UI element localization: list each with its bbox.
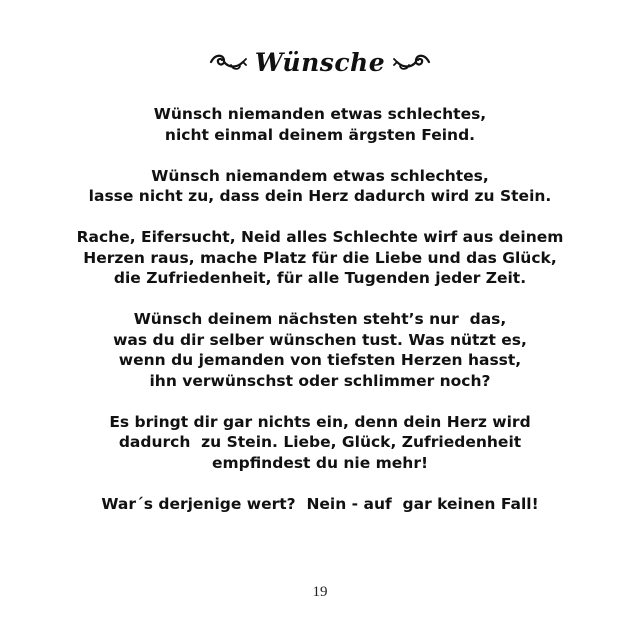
page-number: 19 — [312, 584, 328, 600]
poem-line: lasse nicht zu, dass dein Herz dadurch wird zu Stein. — [88, 187, 552, 205]
stanza-2 — [40, 166, 600, 207]
poem-line: empfindest du nie mehr! — [211, 453, 429, 472]
stanza-4 — [40, 309, 600, 391]
stanza-6 — [40, 494, 600, 515]
poem-body — [40, 104, 600, 535]
poem-line: wenn du jemanden von tiefsten Herzen hasst, — [118, 351, 522, 369]
poem-line: dadurch zu Stein. Liebe, Glück, Zufriedenheit — [118, 433, 522, 451]
title-row — [0, 42, 640, 82]
stanza-1 — [40, 104, 600, 145]
poem-line: was du dir selber wünschen tust. Was nützt es, — [113, 330, 527, 349]
stanza-3 — [40, 227, 600, 289]
poem-line: die Zufriedenheit, für alle Tugenden jeder Zeit. — [113, 269, 527, 287]
poem-line: Wünsch niemanden etwas schlechtes, — [153, 105, 487, 123]
poem-line: War´s derjenige wert? Nein - auf gar keinen Fall! — [101, 494, 539, 513]
flourish-left-icon — [207, 50, 247, 74]
poem-line: Wünsch deinem nächsten steht’s nur das, — [133, 310, 507, 328]
stanza-5 — [40, 412, 600, 474]
page-title: Wünsche — [254, 47, 386, 77]
poem-line: nicht einmal deinem ärgsten Feind. — [164, 125, 476, 144]
poem-line: Es bringt dir gar nichts ein, denn dein Herz wird — [109, 412, 531, 431]
flourish-right-icon — [393, 50, 433, 74]
poem-line: ihn verwünschst oder schlimmer noch? — [149, 371, 491, 390]
poem-line: Herzen raus, mache Platz für die Liebe und das Glück, — [83, 248, 557, 267]
poem-line: Rache, Eifersucht, Neid alles Schlechte wirf aus deinem — [76, 228, 564, 246]
poem-line: Wünsch niemandem etwas schlechtes, — [151, 166, 489, 185]
